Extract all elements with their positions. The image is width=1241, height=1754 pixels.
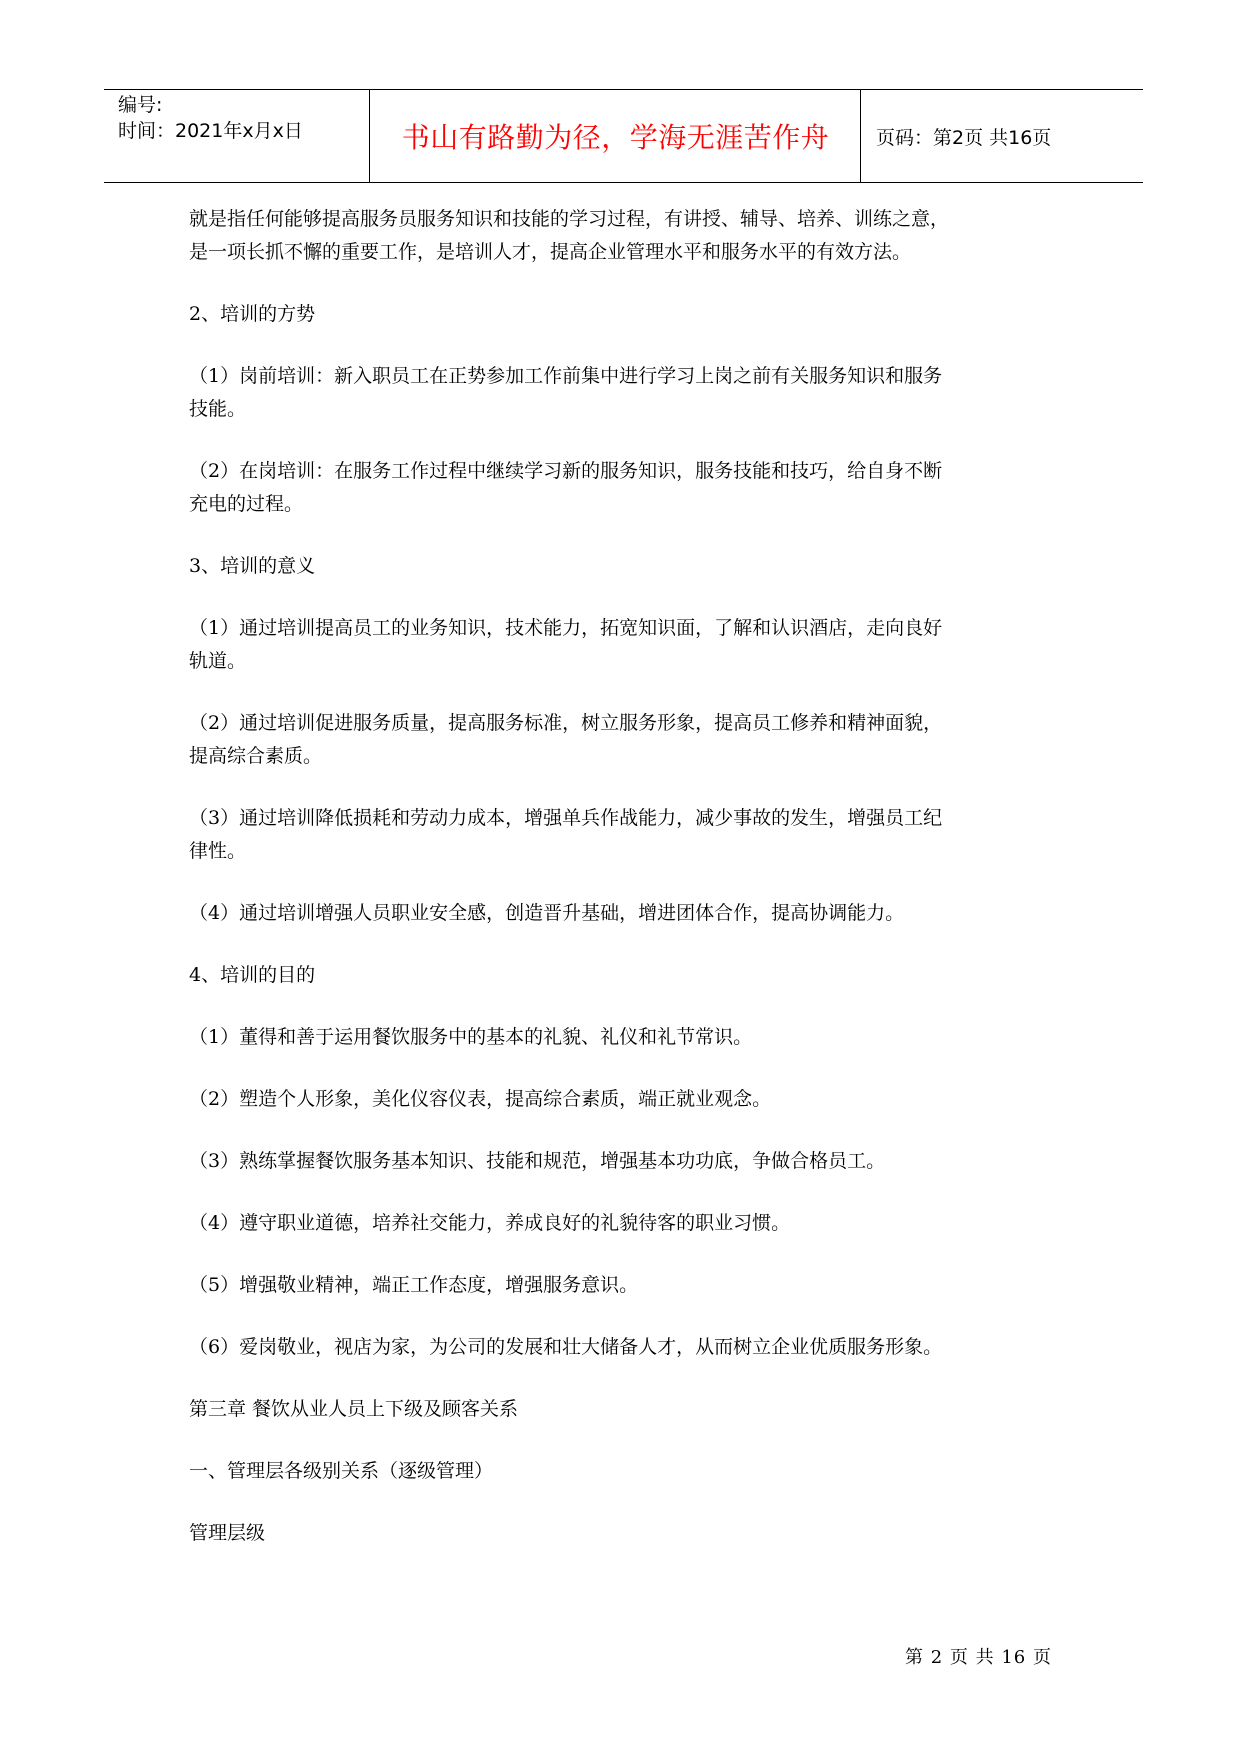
list-item-continuation: 充电的过程。 xyxy=(189,493,304,515)
section-heading: 4、培训的目的 xyxy=(189,964,316,986)
chapter-heading: 第三章 餐饮从业人员上下级及顾客关系 xyxy=(189,1398,519,1420)
header-page-label: 页码：第2页 共16页 xyxy=(876,126,1052,149)
list-item: （1）通过培训提高员工的业务知识，技术能力，拓宽知识面，了解和认识酒店，走向良好 xyxy=(189,617,943,639)
list-item-continuation: 轨道。 xyxy=(189,650,247,672)
list-item-continuation: 提高综合素质。 xyxy=(189,745,323,767)
subsection-heading: 管理层级 xyxy=(189,1522,266,1544)
list-item: （2）塑造个人形象，美化仪容仪表，提高综合素质，端正就业观念。 xyxy=(189,1088,772,1110)
list-item: （4）遵守职业道德，培养社交能力，养成良好的礼貌待客的职业习惯。 xyxy=(189,1212,791,1234)
list-item: （1）岗前培训：新入职员工在正势参加工作前集中进行学习上岗之前有关服务知识和服务 xyxy=(189,365,943,387)
body-text-line: 是一项长抓不懈的重要工作，是培训人才，提高企业管理水平和服务水平的有效方法。 xyxy=(189,241,912,263)
body-text-line: 就是指任何能够提高服务员服务知识和技能的学习过程，有讲授、辅导、培养、训练之意， xyxy=(189,208,950,230)
header-divider-right xyxy=(860,90,861,182)
document-header xyxy=(104,89,1143,183)
header-motto: 书山有路勤为径，学海无涯苦作舟 xyxy=(401,121,830,154)
document-body xyxy=(189,203,1069,1550)
list-item: （4）通过培训增强人员职业安全感，创造晋升基础，增进团体合作，提高协调能力。 xyxy=(189,902,905,924)
list-item: （5）增强敬业精神，端正工作态度，增强服务意识。 xyxy=(189,1274,639,1296)
section-heading: 一、管理层各级别关系（逐级管理） xyxy=(189,1460,494,1482)
section-heading: 2、培训的方势 xyxy=(189,303,316,325)
header-divider-left xyxy=(369,90,370,182)
list-item-continuation: 技能。 xyxy=(189,398,247,420)
page-footer: 第 2 页 共 16 页 xyxy=(905,1647,1052,1668)
list-item: （3）熟练掌握餐饮服务基本知识、技能和规范，增强基本功功底，争做合格员工。 xyxy=(189,1150,886,1172)
list-item: （3）通过培训降低损耗和劳动力成本，增强单兵作战能力，减少事故的发生，增强员工纪 xyxy=(189,807,943,829)
header-time-label: 时间：2021年x月x日 xyxy=(118,120,303,142)
list-item-continuation: 律性。 xyxy=(189,840,247,862)
list-item: （1）董得和善于运用餐饮服务中的基本的礼貌、礼仪和礼节常识。 xyxy=(189,1026,753,1048)
section-heading: 3、培训的意义 xyxy=(189,555,316,577)
list-item: （6）爱岗敬业，视店为家，为公司的发展和壮大储备人才，从而树立企业优质服务形象。 xyxy=(189,1336,943,1358)
list-item: （2）在岗培训：在服务工作过程中继续学习新的服务知识，服务技能和技巧，给自身不断 xyxy=(189,460,943,482)
header-number-label: 编号: xyxy=(118,94,163,116)
list-item: （2）通过培训促进服务质量，提高服务标准，树立服务形象，提高员工修养和精神面貌， xyxy=(189,712,943,734)
header-meta xyxy=(104,90,369,182)
